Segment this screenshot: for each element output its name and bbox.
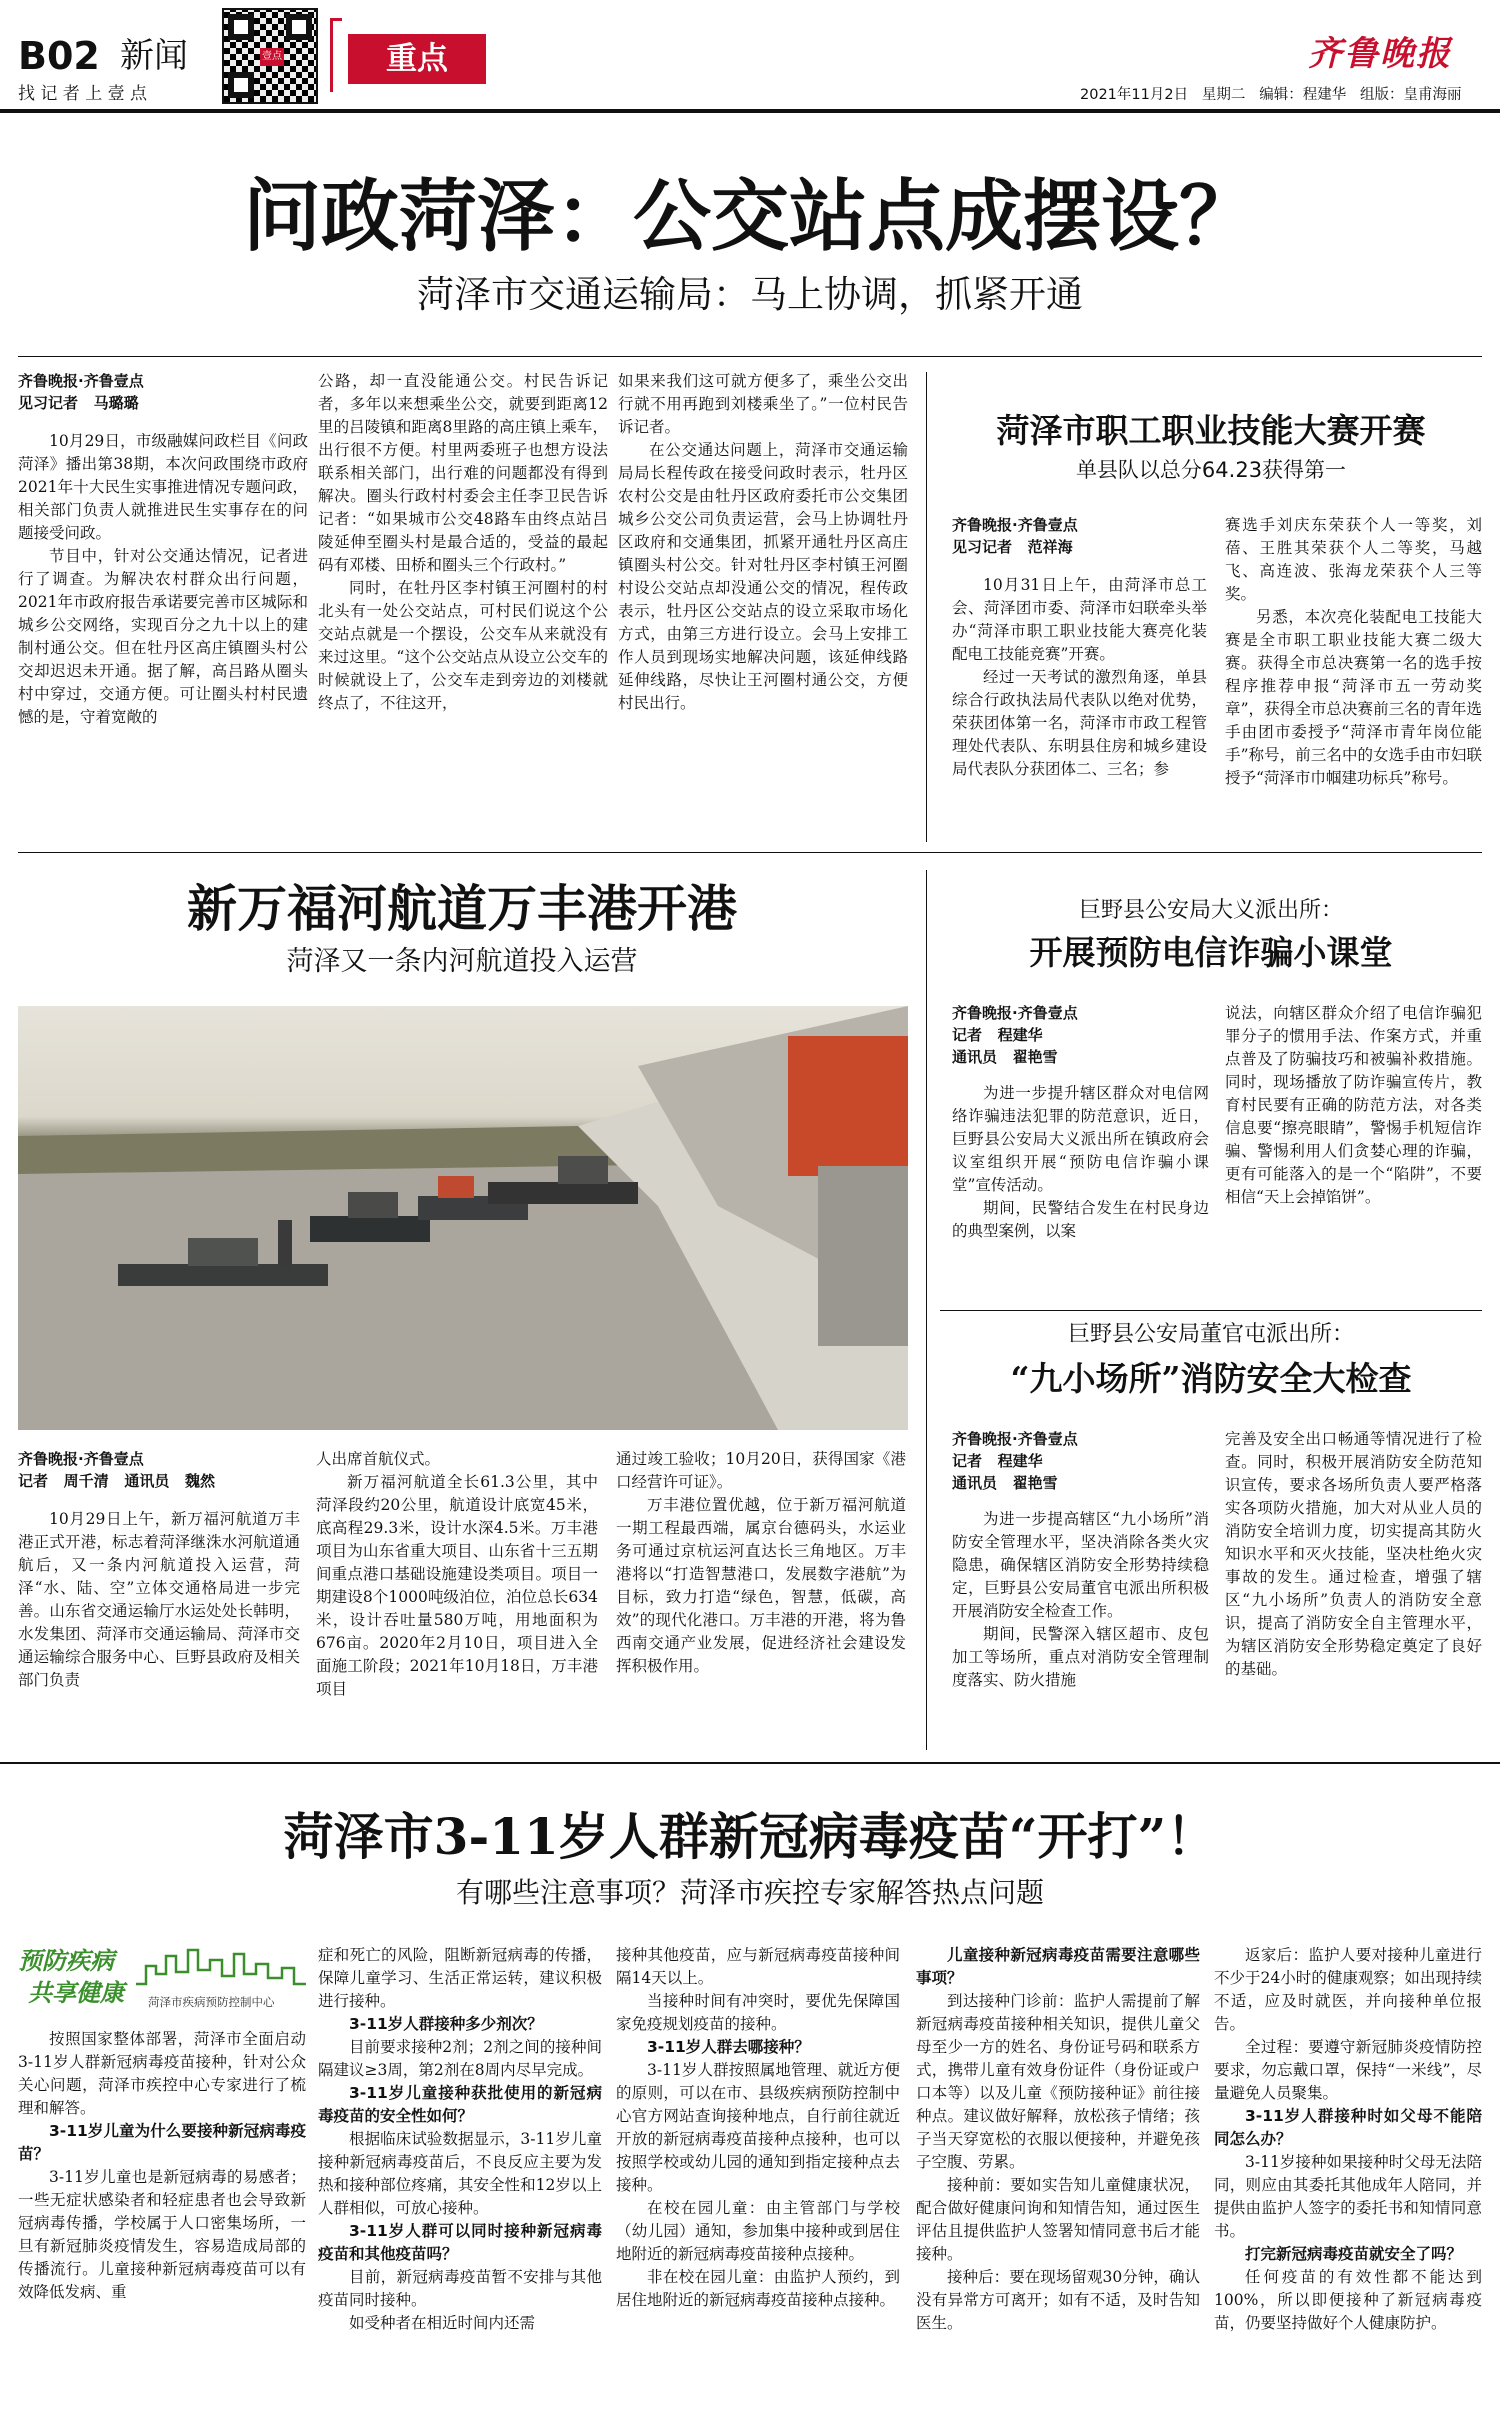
bus-stop-col-2	[318, 370, 608, 812]
paragraph: 同时，在牡丹区李村镇王河圈村的村北头有一处公交站点，可村民们说这个公交站点就是一个摆设，公交车从来就没有来过这里。“这个公交站点从设立公交车的时候就设上了，公交车走到旁边的刘楼就终点了，不往这开，	[318, 579, 608, 712]
byline-reporter: 记者 程建华	[952, 1026, 1043, 1044]
paragraph: 10月31日上午，由菏泽市总工会、菏泽团市委、菏泽市妇联牵头举办“菏泽市职工职业技能大赛亮化装配电工技能竞赛”开赛。	[952, 576, 1207, 663]
subhead-skills-contest: 单县队以总分64.23获得第一	[1075, 458, 1347, 482]
paragraph: 另悉，本次亮化装配电工技能大赛是全市职工职业技能大赛二级大赛。获得全市总决赛第一名的选手按程序推荐申报“菏泽市五一劳动奖章”，获得全市总决赛前三名的青年选手由团市委授予“菏泽市青年岗位能手”称号，前三名中的女选手由市妇联授予“菏泽市巾帼建功标兵”称号。	[1225, 608, 1482, 787]
paragraph: 目前，新冠病毒疫苗暂不安排与其他疫苗同时接种。	[318, 2268, 602, 2309]
port-col-1	[18, 1448, 300, 1748]
paragraph: 任何疫苗的有效性都不能达到100%，所以即便接种了新冠病毒疫苗，仍要坚持做好个人健康防护。	[1214, 2268, 1482, 2332]
skills-col-2	[1225, 514, 1482, 844]
paragraph: 10月29日上午，新万福河航道万丰港正式开港，标志着菏泽继洙水河航道通航后，又一条内河航道投入运营，菏泽“水、陆、空”立体交通格局进一步完善。山东省交通运输厅水运处处长韩明，水发集团、菏泽市交通运输局、菏泽市交通运输综合服务中心、巨野县政府及相关部门负责	[18, 1510, 300, 1689]
paragraph: 为进一步提升辖区群众对电信网络诈骗违法犯罪的防范意识，近日，巨野县公安局大义派出所在镇政府会议室组织开展“预防电信诈骗小课堂”宣传活动。	[952, 1084, 1209, 1194]
question: 3-11岁人群接种时如父母不能陪同怎么办？	[1214, 2107, 1482, 2148]
logo-org-name: 菏泽市疾病预防控制中心	[148, 1995, 275, 2009]
skills-col-1	[952, 514, 1207, 844]
paragraph: 非在校在园儿童：由监护人预约，到居住地附近的新冠病毒疫苗接种点接种。	[616, 2268, 900, 2309]
byline-org: 齐鲁晚报·齐鲁壹点	[18, 1450, 144, 1468]
byline-org: 齐鲁晚报·齐鲁壹点	[952, 1004, 1078, 1022]
paragraph: 10月29日，市级融媒问政栏目《问政菏泽》播出第38期，本次问政围绕市政府2021年十大民生实事推进情况专题问政，相关部门负责人就推进民生实事存在的问题接受问政。	[18, 432, 308, 542]
question: 3-11岁人群去哪接种？	[647, 2038, 810, 2056]
byline-correspondent: 通讯员 翟艳雪	[952, 1048, 1058, 1066]
paragraph: 到达接种门诊前：监护人需提前了解新冠病毒疫苗接种相关知识，提供儿童父母至少一方的姓名、身份证号码和联系方式，携带儿童有效身份证件（身份证或户口本等）以及儿童《预防接种证》前往接种点。建议做好解释，放松孩子情绪；孩子当天穿宽松的衣服以便接种，并避免孩子空腹、劳累。	[916, 1992, 1200, 2171]
vaccine-col-4	[916, 1944, 1200, 2408]
paragraph: 公路，却一直没能通公交。村民告诉记者，多年以来想乘坐公交，就要到距离12里的吕陵镇和距离8里路的高庄镇上乘车，出行很不方便。村里两委班子也想方设法联系相关部门，出行难的问题都没有得到解决。圈头行政村村委会主任李卫民告诉记者：“如果城市公交48路车由终点站吕陵延伸至圈头村是最合适的，受益的最起码有邓楼、田桥和圈头三个行政村。”	[318, 372, 608, 574]
paragraph: 返家后：监护人要对接种儿童进行不少于24小时的健康观察；如出现持续不适，应及时就医，并向接种单位报告。	[1214, 1946, 1482, 2033]
question: 打完新冠病毒疫苗就安全了吗？	[1245, 2245, 1463, 2263]
fraud-col-1	[952, 1002, 1209, 1312]
harbor-illustration	[18, 1006, 908, 1430]
question: 3-11岁人群可以同时接种新冠病毒疫苗和其他疫苗吗？	[318, 2222, 602, 2263]
paragraph: 全过程：要遵守新冠肺炎疫情防控要求，勿忘戴口罩，保持“一米线”，尽量避免人员聚集。	[1214, 2038, 1482, 2102]
logo-slogan-2: 共享健康	[28, 1978, 124, 2007]
section-name: 新闻	[120, 36, 188, 76]
byline-reporter: 记者 程建华	[952, 1452, 1043, 1470]
paragraph: 3-11岁儿童也是新冠病毒的易感者；一些无症状感染者和轻症患者也会导致新冠病毒传播，学校属于人口密集场所，一旦有新冠肺炎疫情发生，容易造成局部的传播流行。儿童接种新冠病毒疫苗可以有效降低发病、重	[18, 2168, 306, 2301]
fraud-col-2	[1225, 1002, 1482, 1312]
vertical-rule	[926, 870, 927, 1750]
byline-reporter: 见习记者 马璐璐	[18, 394, 139, 412]
byline-org: 齐鲁晚报·齐鲁壹点	[952, 1430, 1078, 1448]
byline-correspondent: 通讯员 翟艳雪	[952, 1474, 1058, 1492]
port-col-2	[316, 1448, 598, 1748]
byline-reporter: 记者 周千清 通讯员 魏然	[18, 1472, 216, 1490]
paragraph: 说法，向辖区群众介绍了电信诈骗犯罪分子的惯用手法、作案方式，并重点普及了防骗技巧和被骗补救措施。同时，现场播放了防诈骗宣传片，教育村民要有正确的防范方法，对各类信息要“擦亮眼睛”，警惕手机短信诈骗、警惕利用人们贪婪心理的诈骗，更有可能落入的是一个“陷阱”，不要相信“天上会掉馅饼”。	[1225, 1004, 1482, 1206]
headline-vaccine: 菏泽市3-11岁人群新冠病毒疫苗“开打”！	[283, 1807, 1217, 1866]
masthead-rule	[0, 109, 1500, 113]
paragraph: 按照国家整体部署，菏泽市全面启动3-11岁人群新冠病毒疫苗接种，针对公众关心问题，菏泽市疾控中心专家进行了梳理和解答。	[18, 2030, 306, 2117]
byline-reporter: 见习记者 范祥海	[952, 538, 1073, 556]
paragraph: 当接种时间有冲突时，要优先保障国家免疫规划疫苗的接种。	[616, 1992, 900, 2033]
question: 3-11岁人群接种多少剂次？	[349, 2015, 543, 2033]
divider	[18, 852, 1482, 853]
headline-fire-check: “九小场所”消防安全大检查	[1010, 1359, 1412, 1398]
vaccine-col-2	[318, 1944, 602, 2408]
divider	[940, 1310, 1482, 1311]
paragraph: 万丰港位置优越，位于新万福河航道一期工程最西端，属京台德码头，水运业务可通过京杭运河直达长三角地区。万丰港将以“打造智慧港口，发展数字港航”为目标，致力打造“绿色，智慧，低碳，高效”的现代化港口。万丰港的开港，将为鲁西南交通产业发展，促进经济社会建设发挥积极作用。	[616, 1496, 906, 1675]
headline-bus-stop: 问政菏泽：公交站点成摆设？	[242, 171, 1257, 262]
slogan: 找 记 者 上 壹 点	[18, 84, 148, 104]
vaccine-col-1	[18, 2028, 306, 2408]
port-col-3	[616, 1448, 906, 1748]
paragraph: 接种前：要如实告知儿童健康状况，配合做好健康问询和知情告知，通过医生评估且提供监护人签署知情同意书后才能接种。	[916, 2176, 1200, 2263]
paragraph: 期间，民警结合发生在村民身边的典型案例，以案	[952, 1199, 1209, 1240]
subhead-bus-stop: 菏泽市交通运输局：马上协调，抓紧开通	[417, 273, 1083, 316]
vaccine-col-5	[1214, 1944, 1482, 2408]
headline-port-opening: 新万福河航道万丰港开港	[187, 879, 737, 938]
harbor-photo	[18, 1006, 908, 1430]
headline-fraud-class: 开展预防电信诈骗小课堂	[1029, 933, 1393, 972]
paragraph: 如果来我们这可就方便多了，乘坐公交出行就不用再跑到刘楼乘坐了。”一位村民告诉记者。	[618, 372, 908, 436]
paragraph: 人出席首航仪式。	[316, 1450, 441, 1468]
kicker-fraud-class: 巨野县公安局大义派出所：	[1078, 898, 1343, 923]
qr-caption: 壹点	[260, 48, 284, 66]
paragraph: 3-11岁接种如果接种时父母无法陪同，则应由其委托其他成年人陪同，并提供由监护人签字的委托书和知情同意书。	[1214, 2153, 1482, 2240]
paragraph: 目前要求接种2剂；2剂之间的接种间隔建议≥3周，第2剂在8周内尽早完成。	[318, 2038, 602, 2079]
dateline: 2021年11月2日 星期二 编辑：程建华 组版：皇甫海丽	[1080, 87, 1462, 103]
tag-badge: 重点	[348, 34, 486, 84]
paragraph: 赛选手刘庆东荣获个人一等奖，刘蓓、王胜其荣获个人二等奖，马越飞、高连波、张海龙荣获个人三等奖。	[1225, 516, 1482, 603]
paragraph: 为进一步提高辖区“九小场所”消防安全管理水平，坚决消除各类火灾隐患，确保辖区消防安全形势持续稳定，巨野县公安局董官屯派出所积极开展消防安全检查工作。	[952, 1510, 1209, 1620]
brand-logo: 齐鲁晚报	[1308, 34, 1452, 74]
skyline-icon	[136, 1944, 306, 1988]
paragraph: 接种其他疫苗，应与新冠病毒疫苗接种间隔14天以上。	[616, 1946, 900, 1987]
headline-skills-contest: 菏泽市职工职业技能大赛开赛	[996, 411, 1426, 450]
question: 3-11岁儿童接种获批使用的新冠病毒疫苗的安全性如何？	[318, 2084, 602, 2125]
page-number: B02	[18, 34, 100, 78]
byline-org: 齐鲁晚报·齐鲁壹点	[18, 372, 144, 390]
paragraph: 在校在园儿童：由主管部门与学校（幼儿园）通知，参加集中接种或到居住地附近的新冠病毒疫苗接种点接种。	[616, 2199, 900, 2263]
qr-code[interactable]	[222, 8, 318, 104]
paragraph: 经过一天考试的激烈角逐，单县综合行政执法局代表队以绝对优势，荣获团体第一名，菏泽市市政工程管理处代表队、东明县住房和城乡建设局代表队分获团体二、三名；参	[952, 668, 1207, 778]
paragraph: 3-11岁人群按照属地管理、就近方便的原则，可以在市、县级疾病预防控制中心官方网站查询接种地点，自行前往就近开放的新冠病毒疫苗接种点接种，也可以按照学校或幼儿园的通知到指定接种点去接种。	[616, 2061, 900, 2194]
question: 3-11岁儿童为什么要接种新冠病毒疫苗？	[18, 2122, 306, 2163]
byline-org: 齐鲁晚报·齐鲁壹点	[952, 516, 1078, 534]
tag-bracket	[330, 18, 342, 92]
cdc-logo	[18, 1944, 306, 2020]
question: 儿童接种新冠病毒疫苗需要注意哪些事项？	[916, 1946, 1200, 1987]
paragraph: 通过竣工验收；10月20日，获得国家《港口经营许可证》。	[616, 1450, 906, 1491]
paragraph: 节目中，针对公交通达情况，记者进行了调查。为解决农村群众出行问题，2021年市政府报告承诺要完善市区城际和城乡公交网络，实现百分之九十以上的建制村通公交。但在牡丹区高庄镇圈头村公交却迟迟未开通。据了解，高吕路从圈头村中穿过，交通方便。可让圈头村村民遗憾的是，守着宽敞的	[18, 547, 308, 726]
paragraph: 症和死亡的风险，阻断新冠病毒的传播，保障儿童学习、生活正常运转，建议积极进行接种。	[318, 1946, 602, 2010]
logo-slogan-1: 预防疾病	[18, 1946, 114, 1975]
bus-stop-col-3	[618, 370, 908, 812]
fire-col-2	[1225, 1428, 1482, 1750]
divider	[0, 1762, 1500, 1764]
paragraph: 根据临床试验数据显示，3-11岁儿童接种新冠病毒疫苗后，不良反应主要为发热和接种部位疼痛，其安全性和12岁以上人群相似，可放心接种。	[318, 2130, 602, 2217]
paragraph: 接种后：要在现场留观30分钟，确认没有异常方可离开；如有不适，及时告知医生。	[916, 2268, 1200, 2332]
fire-col-1	[952, 1428, 1209, 1750]
subhead-vaccine: 有哪些注意事项？菏泽市疾控专家解答热点问题	[455, 1876, 1044, 1909]
paragraph: 完善及安全出口畅通等情况进行了检查。同时，积极开展消防安全防范知识宣传，要求各场所负责人要严格落实各项防火措施，加大对从业人员的消防安全培训力度，切实提高其防火知识水平和灭火技能，坚决杜绝火灾事故的发生。通过检查，增强了辖区“九小场所”负责人的消防安全意识，提高了消防安全自主管理水平，为辖区消防安全形势稳定奠定了良好的基础。	[1225, 1430, 1482, 1678]
divider	[18, 356, 1482, 357]
vertical-rule	[926, 372, 927, 842]
paragraph: 如受种者在相近时间内还需	[349, 2314, 536, 2332]
paragraph: 在公交通达问题上，菏泽市交通运输局局长程传政在接受问政时表示，牡丹区农村公交是由牡丹区政府委托市公交集团城乡公交公司负责运营，会马上协调牡丹区政府和交通集团，抓紧开通牡丹区高庄镇圈头村公交。针对牡丹区李村镇王河圈村设公交站点却没通公交的情况，程传政表示，牡丹区公交站点的设立采取市场化方式，由第三方进行设立。会马上安排工作人员到现场实地解决问题，该延伸线路延伸线路，尽快让王河圈村通公交，方便村民出行。	[618, 441, 908, 712]
subhead-port-opening: 菏泽又一条内河航道投入运营	[286, 946, 638, 977]
kicker-fire-check: 巨野县公安局董官屯派出所：	[1067, 1322, 1354, 1347]
bus-stop-col-1	[18, 370, 308, 812]
paragraph: 期间，民警深入辖区超市、皮包加工等场所，重点对消防安全管理制度落实、防火措施	[952, 1625, 1209, 1689]
vaccine-col-3	[616, 1944, 900, 2408]
paragraph: 新万福河航道全长61.3公里，其中菏泽段约20公里，航道设计底宽45米，底高程29.3米，设计水深4.5米。万丰港项目为山东省重大项目、山东省十三五期间重点港口基础设施建设类项目。项目一期建设8个1000吨级泊位，泊位总长634米，设计吞吐量580万吨，用地面积为676亩。2020年2月10日，项目进入全面施工阶段；2021年10月18日，万丰港项目	[316, 1473, 598, 1698]
